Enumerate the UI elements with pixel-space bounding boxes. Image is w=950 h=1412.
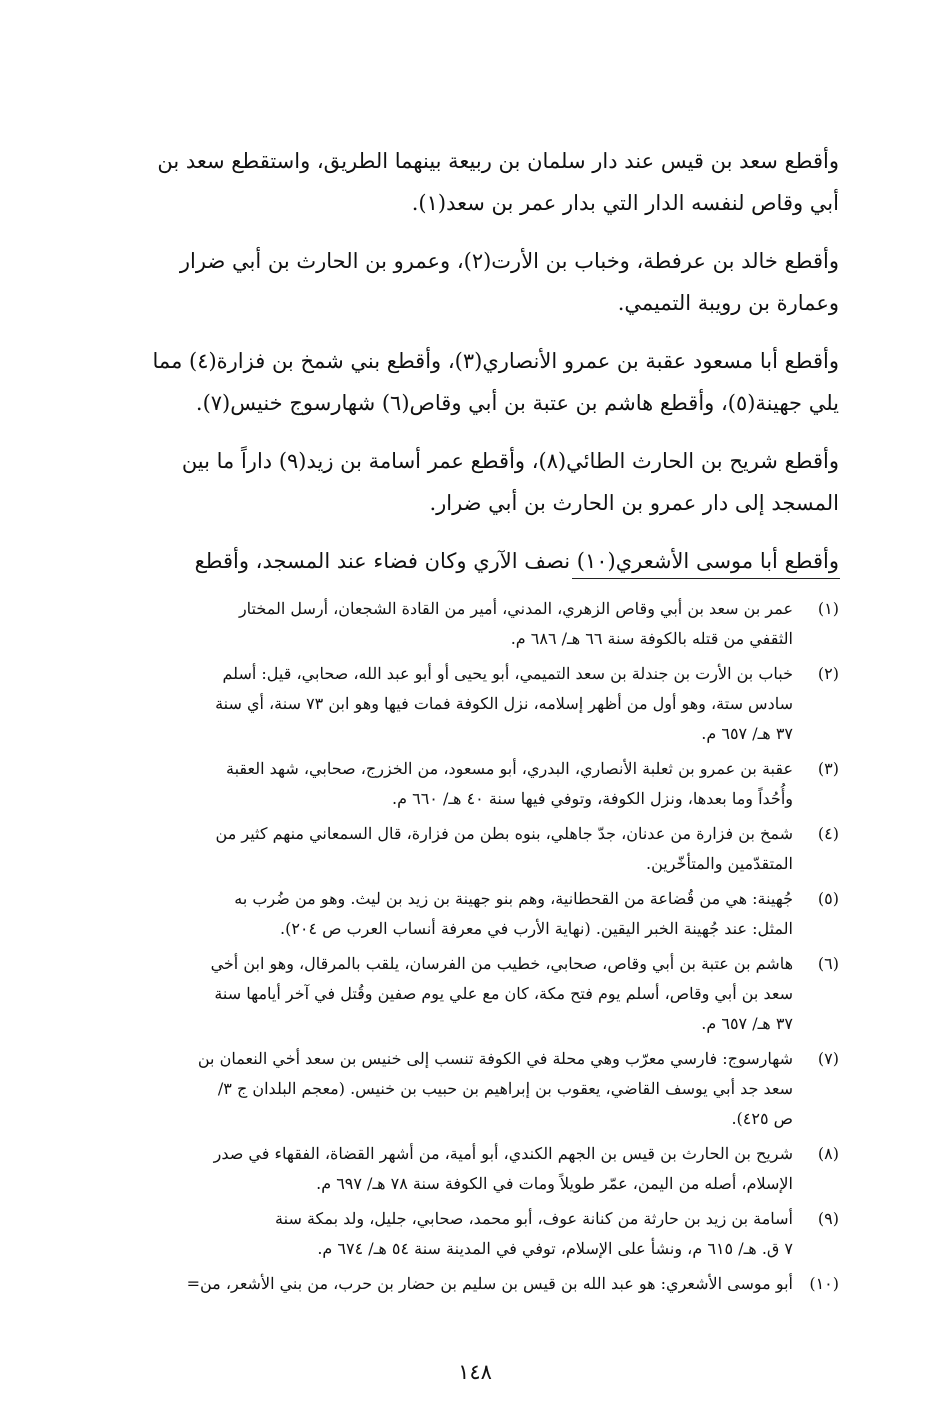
footnote-text: عقبة بن عمرو بن ثعلبة الأنصاري، البدري، أبو مسعود، من الخزرج، صحابي، شهد العقبة وأُحُداً وما بعدها، ونزل الكوفة، وتوفي فيها سنة ٤٠ هـ/ ٦٦٠ م. — [226, 759, 793, 808]
footnote — [102, 949, 839, 1039]
footnote — [102, 819, 839, 879]
footnote — [102, 659, 839, 749]
footnote-number: (٣) — [817, 759, 839, 778]
footnote — [102, 1044, 839, 1134]
footnote-number: (٥) — [817, 889, 839, 908]
footnotes — [102, 594, 839, 1304]
footnote — [102, 884, 839, 944]
footnote — [102, 1204, 839, 1264]
footnote-text: هاشم بن عتبة بن أبي وقاص، صحابي، خطيب من الفرسان، يلقب بالمرقال، وهو ابن أخي سعد بن أبي وقاص، أسلم يوم فتح مكة، كان مع علي يوم صفين وقُتل في آخر أيامها سنة ٣٧ هـ/ ٦٥٧ م. — [210, 954, 793, 1033]
footnote-separator — [572, 578, 840, 579]
footnote-text: أسامة بن زيد بن حارثة من كنانة عوف، أبو محمد، صحابي، جليل، ولد بمكة سنة ٧ ق. هـ/ ٦١٥ م، ونشأ على الإسلام، توفي في المدينة سنة ٥٤ هـ/ ٦٧٤ م. — [275, 1209, 793, 1258]
paragraph: وأقطع سعد بن قيس عند دار سلمان بن ربيعة بينهما الطريق، واستقطع سعد بن أبي وقاص لنفسه الدار التي بدار عمر بن سعد(١). — [157, 149, 839, 215]
footnote-number: (١٠) — [809, 1274, 839, 1293]
paragraph: وأقطع أبا موسى الأشعري(١٠) نصف الآري وكان فضاء عند المسجد، وأقطع — [194, 549, 839, 573]
paragraph: وأقطع أبا مسعود عقبة بن عمرو الأنصاري(٣)، وأقطع بني شمخ بن فزارة(٤) مما يلي جهينة(٥)، وأقطع هاشم بن عتبة بن أبي وقاص(٦) شهارسوج خنيس(٧). — [152, 349, 839, 415]
footnote-text: شهارسوج: فارسي معرّب وهي محلة في الكوفة تنسب إلى خنيس بن سعد أخي النعمان بن سعد جد أبي يوسف القاضي، يعقوب بن إبراهيم بن حبيب بن خنيس. (معجم البلدان ج ٣/ ص ٤٢٥). — [197, 1049, 793, 1128]
footnote-number: (١) — [817, 599, 839, 618]
paragraph: وأقطع شريح بن الحارث الطائي(٨)، وأقطع عمر أسامة بن زيد(٩) داراً ما بين المسجد إلى دار عمرو بن الحارث بن أبي ضرار. — [181, 449, 839, 515]
footnote — [102, 594, 839, 654]
footnote-number: (٢) — [817, 664, 839, 683]
footnote-number: (٦) — [817, 954, 839, 973]
footnote-text: عمر بن سعد بن أبي وقاص الزهري، المدني، أمير من القادة الشجعان، أرسل المختار الثقفي من قتله بالكوفة سنة ٦٦ هـ/ ٦٨٦ م. — [238, 599, 793, 648]
footnote — [102, 1269, 839, 1299]
footnote-number: (٧) — [817, 1049, 839, 1068]
footnote — [102, 754, 839, 814]
footnote-text: جُهينة: هي من قُضاعة من القحطانية، وهم بنو جهينة بن زيد بن ليث. وهو من ضُرب به المثل: عند جُهينة الخبر اليقين. (نهاية الأرب في معرفة أنساب العرب ص ٢٠٤). — [234, 889, 793, 938]
footnote-text: أبو موسى الأشعري: هو عبد الله بن قيس بن سليم بن حضار بن حرب، من بني الأشعر، من= — [186, 1274, 793, 1293]
paragraph: وأقطع خالد بن عرفطة، وخباب بن الأرت(٢)، وعمرو بن الحارث بن أبي ضرار وعمارة بن رويبة التميمي. — [179, 249, 839, 315]
page-number: ١٤٨ — [458, 1360, 492, 1384]
footnote-text: شريح بن الحارث بن قيس بن الجهم الكندي، أبو أمية، من أشهر القضاة، الفقهاء في صدر الإسلام، أصله من اليمن، عمّر طويلاً ومات في الكوفة سنة ٧٨ هـ/ ٦٩٧ م. — [213, 1144, 793, 1193]
footnote-number: (٤) — [817, 824, 839, 843]
footnote-number: (٨) — [817, 1144, 839, 1163]
footnote — [102, 1139, 839, 1199]
footnote-text: خباب بن الأرت بن جندلة بن سعد التميمي، أبو يحيى أو أبو عبد الله، صحابي، قيل: أسلم سادس ستة، وهو أول من أظهر إسلامه، نزل الكوفة فمات فيها وهو ابن ٧٣ سنة، أي سنة ٣٧ هـ/ ٦٥٧ م. — [215, 664, 793, 743]
footnote-text: شمخ بن فزارة من عدنان، جدّ جاهلي، بنوه بطن من فزارة، قال السمعاني منهم كثير من المتقدّمين والمتأخّرين. — [215, 824, 793, 873]
main-text — [102, 140, 839, 598]
footnote-number: (٩) — [817, 1209, 839, 1228]
